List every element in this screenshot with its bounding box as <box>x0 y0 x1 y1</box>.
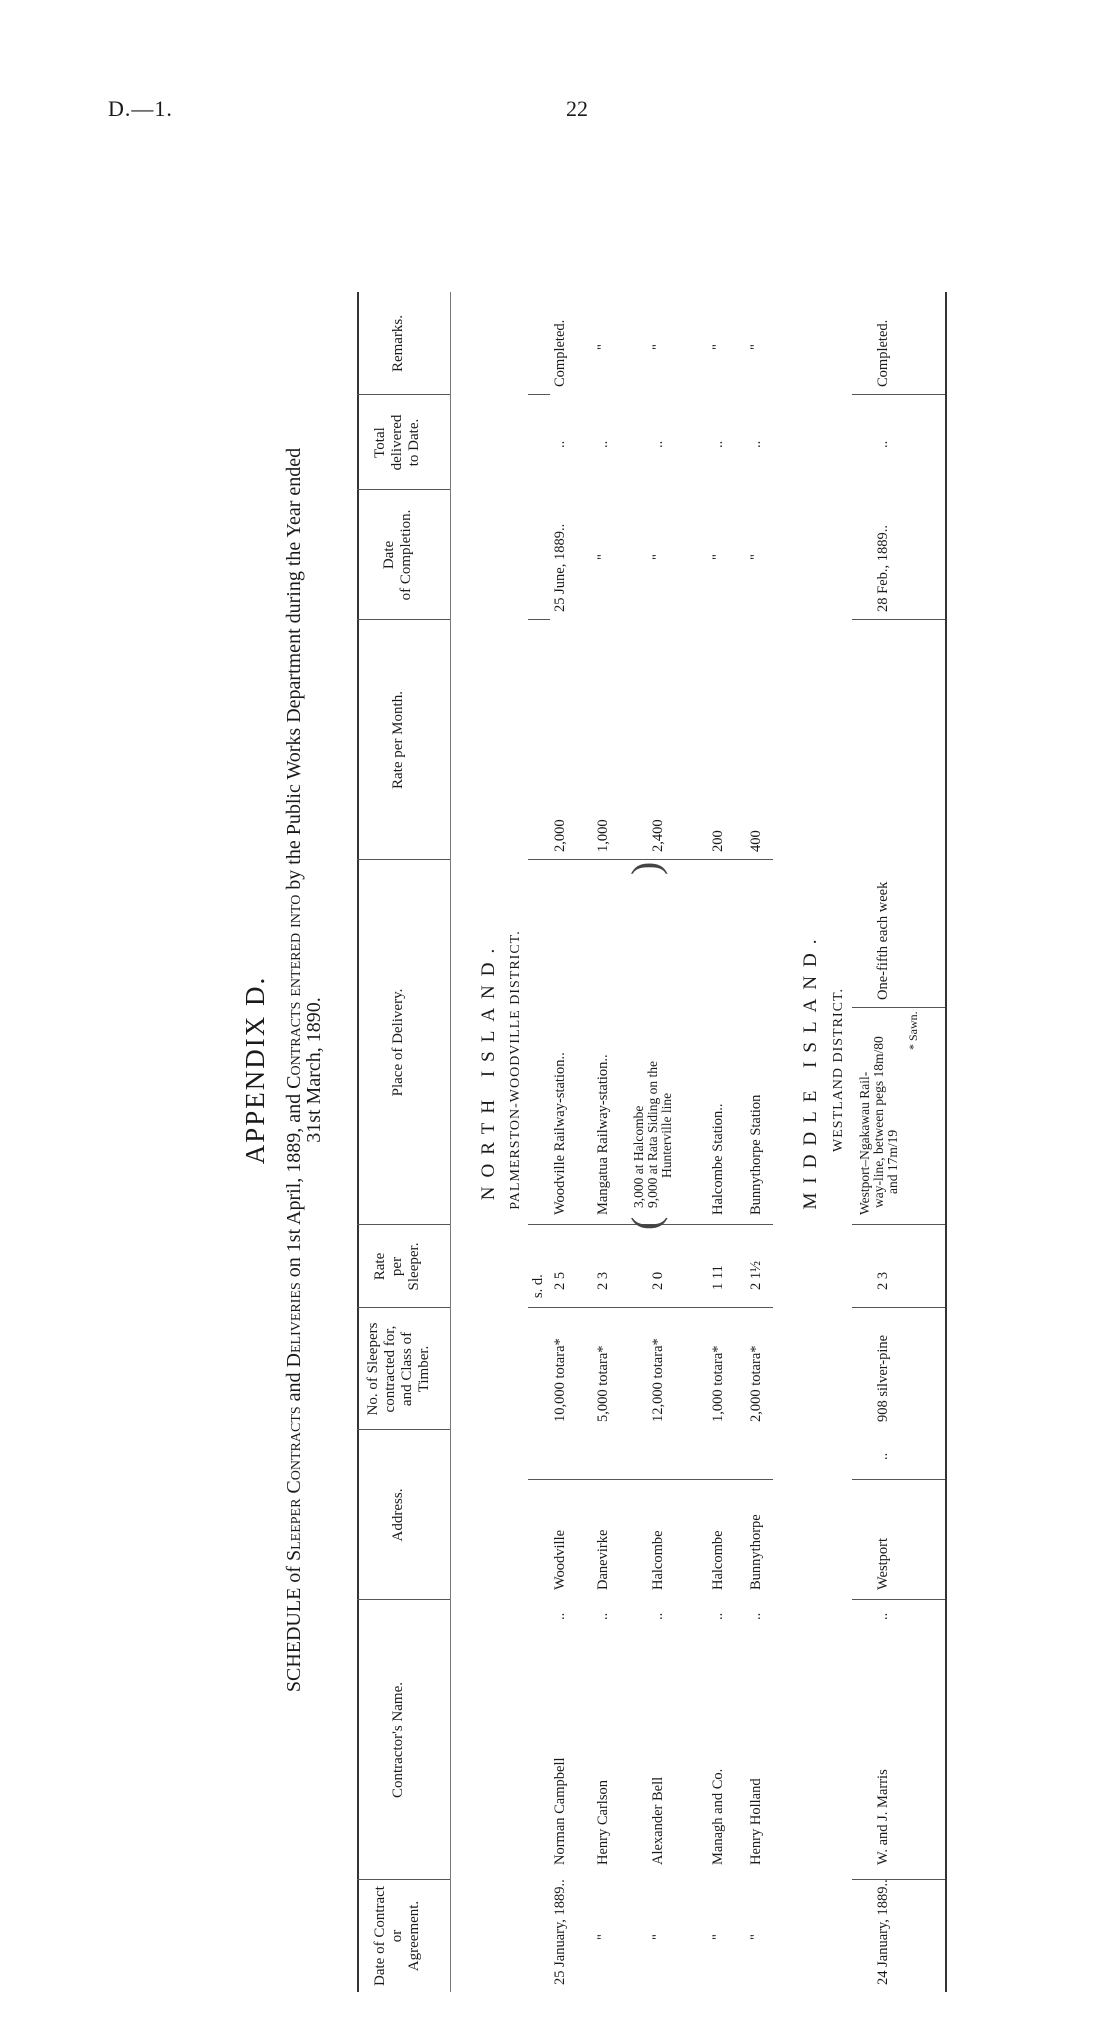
row-rate-month: 400 <box>748 830 764 852</box>
row-contractor: Managh and Co. <box>710 1768 726 1865</box>
col-header-address: Address. <box>390 1488 406 1542</box>
row-rate-month: 1,000 <box>595 819 611 852</box>
row-address: Halcombe <box>710 1530 726 1590</box>
row-contractor: Henry Carlson <box>595 1780 611 1865</box>
row-rate: 2 3 <box>875 1271 891 1290</box>
col-divider <box>852 1879 945 1880</box>
col-header-contractor: Contractor's Name. <box>390 1682 406 1799</box>
row-place-line: Westport–Ngakawau Rail- <box>857 1071 872 1215</box>
row-rate: 1 11 <box>710 1265 726 1290</box>
row-leader: .. <box>875 1612 891 1620</box>
row-completion: " <box>748 554 764 560</box>
col-divider <box>528 1479 773 1480</box>
row-place: Woodville Railway-station.. <box>552 1052 568 1215</box>
col-header-rate-month: Rate per Month. <box>390 691 406 789</box>
row-total: .. <box>595 440 611 448</box>
col-header-remarks: Remarks. <box>390 314 406 373</box>
row-place-line: Hunterville line <box>659 1092 674 1178</box>
row-address: Westport <box>875 1538 891 1590</box>
row-contractor: Henry Holland <box>748 1778 764 1865</box>
col-divider <box>528 619 550 620</box>
row-total: .. <box>710 440 726 448</box>
col-divider <box>528 394 550 395</box>
table-top-rule <box>357 292 359 1992</box>
row-leader: .. <box>710 1612 726 1620</box>
westland-district: WESTLAND DISTRICT. <box>831 988 846 1152</box>
rotated-schedule-page <box>0 120 1030 2020</box>
row-address: Danevirke <box>595 1529 611 1590</box>
row-rate: 2 3 <box>595 1271 611 1290</box>
row-completion: 28 Feb., 1889.. <box>875 525 891 612</box>
col-header-date: Date of Contract or Agreement. <box>372 1886 422 1986</box>
row-remarks: Completed. <box>875 319 891 387</box>
row-rate-month: 2,400 <box>650 819 666 852</box>
row-place-line: and 17m/19 <box>885 1129 900 1194</box>
col-header-rate: Rate per Sleeper. <box>372 1242 422 1291</box>
row-total: .. <box>875 440 891 448</box>
row-address: Woodville <box>552 1529 568 1590</box>
row-date: 24 January, 1889.. <box>875 1879 891 1985</box>
col-divider <box>852 1599 945 1600</box>
row-place: Mangatua Railway-station.. <box>595 1054 611 1215</box>
row-address: Halcombe <box>650 1530 666 1590</box>
col-divider <box>852 1007 945 1008</box>
row-sleepers: 1,000 totara* <box>710 1345 726 1422</box>
row-leader: .. <box>748 1612 764 1620</box>
page-number: 22 <box>566 96 588 121</box>
appendix-title: APPENDIX D. <box>240 975 270 1165</box>
row-completion: " <box>650 554 666 560</box>
row-date: " <box>748 1934 764 1940</box>
col-header-sleepers: No. of Sleepers contracted for, and Class of Timber. <box>365 1322 432 1416</box>
footnote: * Sawn. <box>906 1011 920 1050</box>
row-sleepers: 2,000 totara* <box>748 1345 764 1422</box>
row-rate-month: One-fifth each week <box>875 881 891 1000</box>
row-contractor: Alexander Bell <box>650 1776 666 1865</box>
row-date: " <box>710 1934 726 1940</box>
col-divider <box>528 1307 773 1308</box>
row-leader: .. <box>552 1612 568 1620</box>
row-sleepers: 12,000 totara* <box>650 1338 666 1422</box>
row-rate-month: 200 <box>710 830 726 852</box>
row-total: .. <box>552 440 568 448</box>
header-bottom-rule <box>450 292 451 1992</box>
row-rate: 2 0 <box>650 1271 666 1290</box>
sd-unit-label: s. d. <box>530 1274 546 1298</box>
row-completion: 25 June, 1889.. <box>552 523 568 612</box>
page-reference: D.—1. <box>108 96 173 121</box>
row-sleepers: 5,000 totara* <box>595 1345 611 1422</box>
col-divider <box>852 1224 945 1225</box>
row-sleepers: 908 silver-pine <box>875 1334 891 1422</box>
middle-island-heading: MIDDLE ISLAND. <box>800 930 821 1210</box>
schedule-title: SCHEDULE of Sleeper Contracts and Deliveries on 1st April, 1889, and Contracts entered into by the Public Works Department during the Year ended 31st March, 1890. <box>283 447 325 1693</box>
row-remarks: " <box>650 344 666 350</box>
row-remarks: " <box>710 344 726 350</box>
row-place-line: way-line, between pegs 18m/80 <box>871 1036 886 1208</box>
table-bottom-rule <box>945 292 947 1992</box>
row-place: Bunnythorpe Station <box>748 1094 764 1215</box>
col-header-completion: Date of Completion. <box>381 509 414 601</box>
row-completion: " <box>710 554 726 560</box>
col-header-place: Place of Delivery. <box>390 988 406 1097</box>
col-header-total: Total delivered to Date. <box>372 414 422 471</box>
row-address: Bunnythorpe <box>748 1514 764 1590</box>
row-completion: " <box>595 554 611 560</box>
row-rate: 2 1½ <box>748 1261 764 1290</box>
row-remarks: " <box>748 344 764 350</box>
row-place-line: 3,000 at Halcombe <box>631 1105 646 1208</box>
row-contractor: W. and J. Marris <box>875 1769 891 1865</box>
col-divider <box>852 1479 945 1480</box>
col-divider <box>852 619 945 620</box>
row-leader: .. <box>875 1452 891 1460</box>
row-rate: 2 5 <box>552 1271 568 1290</box>
row-total: .. <box>748 440 764 448</box>
col-divider <box>528 859 773 860</box>
brace-left: ( <box>623 1216 668 1230</box>
col-divider <box>852 1307 945 1308</box>
row-date: " <box>595 1934 611 1940</box>
row-total: .. <box>650 440 666 448</box>
row-remarks: " <box>595 344 611 350</box>
row-date: 25 January, 1889.. <box>552 1879 568 1985</box>
row-leader: .. <box>650 1612 666 1620</box>
row-contractor: Norman Campbell <box>552 1757 568 1865</box>
brace-right: ) <box>623 861 668 875</box>
col-divider <box>852 394 945 395</box>
row-remarks: Completed. <box>552 319 568 387</box>
row-date: " <box>650 1934 666 1940</box>
palmerston-woodville-district: PALMERSTON-WOODVILLE DISTRICT. <box>508 930 523 1210</box>
row-place: Halcombe Station.. <box>710 1103 726 1215</box>
row-rate-month: 2,000 <box>552 819 568 852</box>
row-sleepers: 10,000 totara* <box>552 1338 568 1422</box>
north-island-heading: NORTH ISLAND. <box>478 939 499 1201</box>
row-place-line: 9,000 at Rata Siding on the <box>645 1061 660 1208</box>
row-leader: .. <box>595 1612 611 1620</box>
